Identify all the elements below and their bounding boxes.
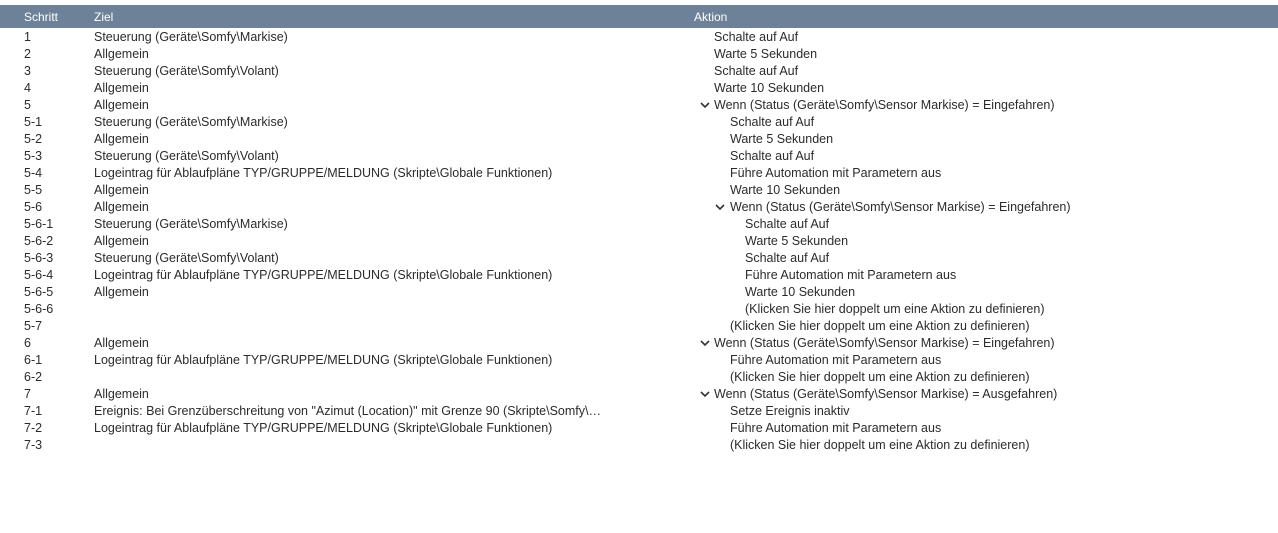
action-cell: Schalte auf Auf <box>730 115 815 129</box>
step-cell: 5-2 <box>24 132 43 146</box>
table-row[interactable] <box>0 318 1278 335</box>
table-row[interactable] <box>0 420 1278 437</box>
action-placeholder[interactable]: (Klicken Sie hier doppelt um eine Aktion zu definieren) <box>730 370 1030 384</box>
action-cell: Wenn (Status (Geräte\Somfy\Sensor Markise) = Eingefahren) <box>714 98 1055 112</box>
table-row[interactable] <box>0 63 1278 80</box>
step-cell: 5-6 <box>24 200 43 214</box>
step-cell: 5-6-1 <box>24 217 54 231</box>
step-cell: 5 <box>24 98 31 112</box>
goal-cell: Allgemein <box>94 132 149 146</box>
column-header-goal[interactable]: Ziel <box>94 10 114 24</box>
table-row[interactable] <box>0 199 1278 216</box>
table-row[interactable] <box>0 352 1278 369</box>
table-body <box>0 29 1278 454</box>
step-cell: 5-6-2 <box>24 234 54 248</box>
step-cell: 6-2 <box>24 370 43 384</box>
goal-cell: Steuerung (Geräte\Somfy\Volant) <box>94 251 279 265</box>
action-cell: Warte 10 Sekunden <box>730 183 841 197</box>
action-cell: Wenn (Status (Geräte\Somfy\Sensor Markise) = Eingefahren) <box>730 200 1071 214</box>
goal-cell: Logeintrag für Ablaufpläne TYP/GRUPPE/MELDUNG (Skripte\Globale Funktionen) <box>94 353 553 367</box>
table-row[interactable] <box>0 301 1278 318</box>
action-cell: Warte 10 Sekunden <box>714 81 825 95</box>
step-cell: 7-1 <box>24 404 43 418</box>
step-cell: 5-1 <box>24 115 43 129</box>
action-cell: Führe Automation mit Parametern aus <box>745 268 957 282</box>
action-cell: Schalte auf Auf <box>714 64 799 78</box>
step-cell: 7-3 <box>24 438 43 452</box>
step-cell: 5-4 <box>24 166 43 180</box>
action-cell: Wenn (Status (Geräte\Somfy\Sensor Markise) = Ausgefahren) <box>714 387 1058 401</box>
table-row[interactable] <box>0 403 1278 420</box>
step-cell: 5-3 <box>24 149 43 163</box>
table-row[interactable] <box>0 284 1278 301</box>
table-row[interactable] <box>0 97 1278 114</box>
chevron-down-icon[interactable] <box>700 335 712 352</box>
action-cell: Setze Ereignis inaktiv <box>730 404 850 418</box>
goal-cell: Logeintrag für Ablaufpläne TYP/GRUPPE/MELDUNG (Skripte\Globale Funktionen) <box>94 268 553 282</box>
column-header-step[interactable]: Schritt <box>24 10 59 24</box>
action-placeholder[interactable]: (Klicken Sie hier doppelt um eine Aktion zu definieren) <box>730 438 1030 452</box>
goal-cell: Logeintrag für Ablaufpläne TYP/GRUPPE/MELDUNG (Skripte\Globale Funktionen) <box>94 166 553 180</box>
step-cell: 5-7 <box>24 319 43 333</box>
table-row[interactable] <box>0 216 1278 233</box>
table-row[interactable] <box>0 335 1278 352</box>
table-row[interactable] <box>0 80 1278 97</box>
step-cell: 2 <box>24 47 31 61</box>
chevron-down-icon[interactable] <box>700 97 712 114</box>
action-placeholder[interactable]: (Klicken Sie hier doppelt um eine Aktion zu definieren) <box>745 302 1045 316</box>
goal-cell: Steuerung (Geräte\Somfy\Markise) <box>94 115 288 129</box>
table-row[interactable] <box>0 233 1278 250</box>
table-row[interactable] <box>0 165 1278 182</box>
step-cell: 5-6-4 <box>24 268 54 282</box>
step-cell: 7-2 <box>24 421 43 435</box>
action-cell: Schalte auf Auf <box>745 251 830 265</box>
goal-cell: Allgemein <box>94 81 149 95</box>
step-cell: 5-6-5 <box>24 285 54 299</box>
goal-cell: Logeintrag für Ablaufpläne TYP/GRUPPE/MELDUNG (Skripte\Globale Funktionen) <box>94 421 553 435</box>
table-row[interactable] <box>0 29 1278 46</box>
goal-cell: Allgemein <box>94 336 149 350</box>
goal-cell: Steuerung (Geräte\Somfy\Volant) <box>94 64 279 78</box>
step-cell: 7 <box>24 387 31 401</box>
table-row[interactable] <box>0 267 1278 284</box>
goal-cell: Steuerung (Geräte\Somfy\Markise) <box>94 30 288 44</box>
action-cell: Führe Automation mit Parametern aus <box>730 353 942 367</box>
table-row[interactable] <box>0 46 1278 63</box>
table-row[interactable] <box>0 250 1278 267</box>
table-row[interactable] <box>0 386 1278 403</box>
table-row[interactable] <box>0 131 1278 148</box>
action-cell: Wenn (Status (Geräte\Somfy\Sensor Markise) = Eingefahren) <box>714 336 1055 350</box>
goal-cell: Steuerung (Geräte\Somfy\Volant) <box>94 149 279 163</box>
action-cell: Warte 5 Sekunden <box>714 47 818 61</box>
action-cell: Schalte auf Auf <box>714 30 799 44</box>
table-row[interactable] <box>0 369 1278 386</box>
step-cell: 5-6-6 <box>24 302 54 316</box>
goal-cell: Steuerung (Geräte\Somfy\Markise) <box>94 217 288 231</box>
column-header-action[interactable]: Aktion <box>694 10 728 24</box>
step-cell: 6-1 <box>24 353 43 367</box>
goal-cell: Allgemein <box>94 98 149 112</box>
step-cell: 6 <box>24 336 31 350</box>
table-header <box>0 5 1278 28</box>
step-cell: 1 <box>24 30 31 44</box>
table-row[interactable] <box>0 114 1278 131</box>
goal-cell: Allgemein <box>94 183 149 197</box>
action-cell: Schalte auf Auf <box>745 217 830 231</box>
goal-cell: Allgemein <box>94 200 149 214</box>
table-row[interactable] <box>0 182 1278 199</box>
action-cell: Warte 10 Sekunden <box>745 285 856 299</box>
goal-cell: Allgemein <box>94 285 149 299</box>
action-cell: Warte 5 Sekunden <box>745 234 849 248</box>
chevron-down-icon[interactable] <box>700 386 712 403</box>
action-cell: Führe Automation mit Parametern aus <box>730 421 942 435</box>
table-row[interactable] <box>0 148 1278 165</box>
goal-cell: Ereignis: Bei Grenzüberschreitung von "Azimut (Location)" mit Grenze 90 (Skripte\Somfy\… <box>94 404 601 418</box>
step-cell: 5-5 <box>24 183 43 197</box>
action-cell: Warte 5 Sekunden <box>730 132 834 146</box>
goal-cell: Allgemein <box>94 47 149 61</box>
step-cell: 5-6-3 <box>24 251 54 265</box>
action-cell: Schalte auf Auf <box>730 149 815 163</box>
step-cell: 4 <box>24 81 31 95</box>
chevron-down-icon[interactable] <box>715 199 727 216</box>
goal-cell: Allgemein <box>94 387 149 401</box>
action-cell: Führe Automation mit Parametern aus <box>730 166 942 180</box>
action-placeholder[interactable]: (Klicken Sie hier doppelt um eine Aktion zu definieren) <box>730 319 1030 333</box>
step-cell: 3 <box>24 64 31 78</box>
goal-cell: Allgemein <box>94 234 149 248</box>
table-row[interactable] <box>0 437 1278 454</box>
